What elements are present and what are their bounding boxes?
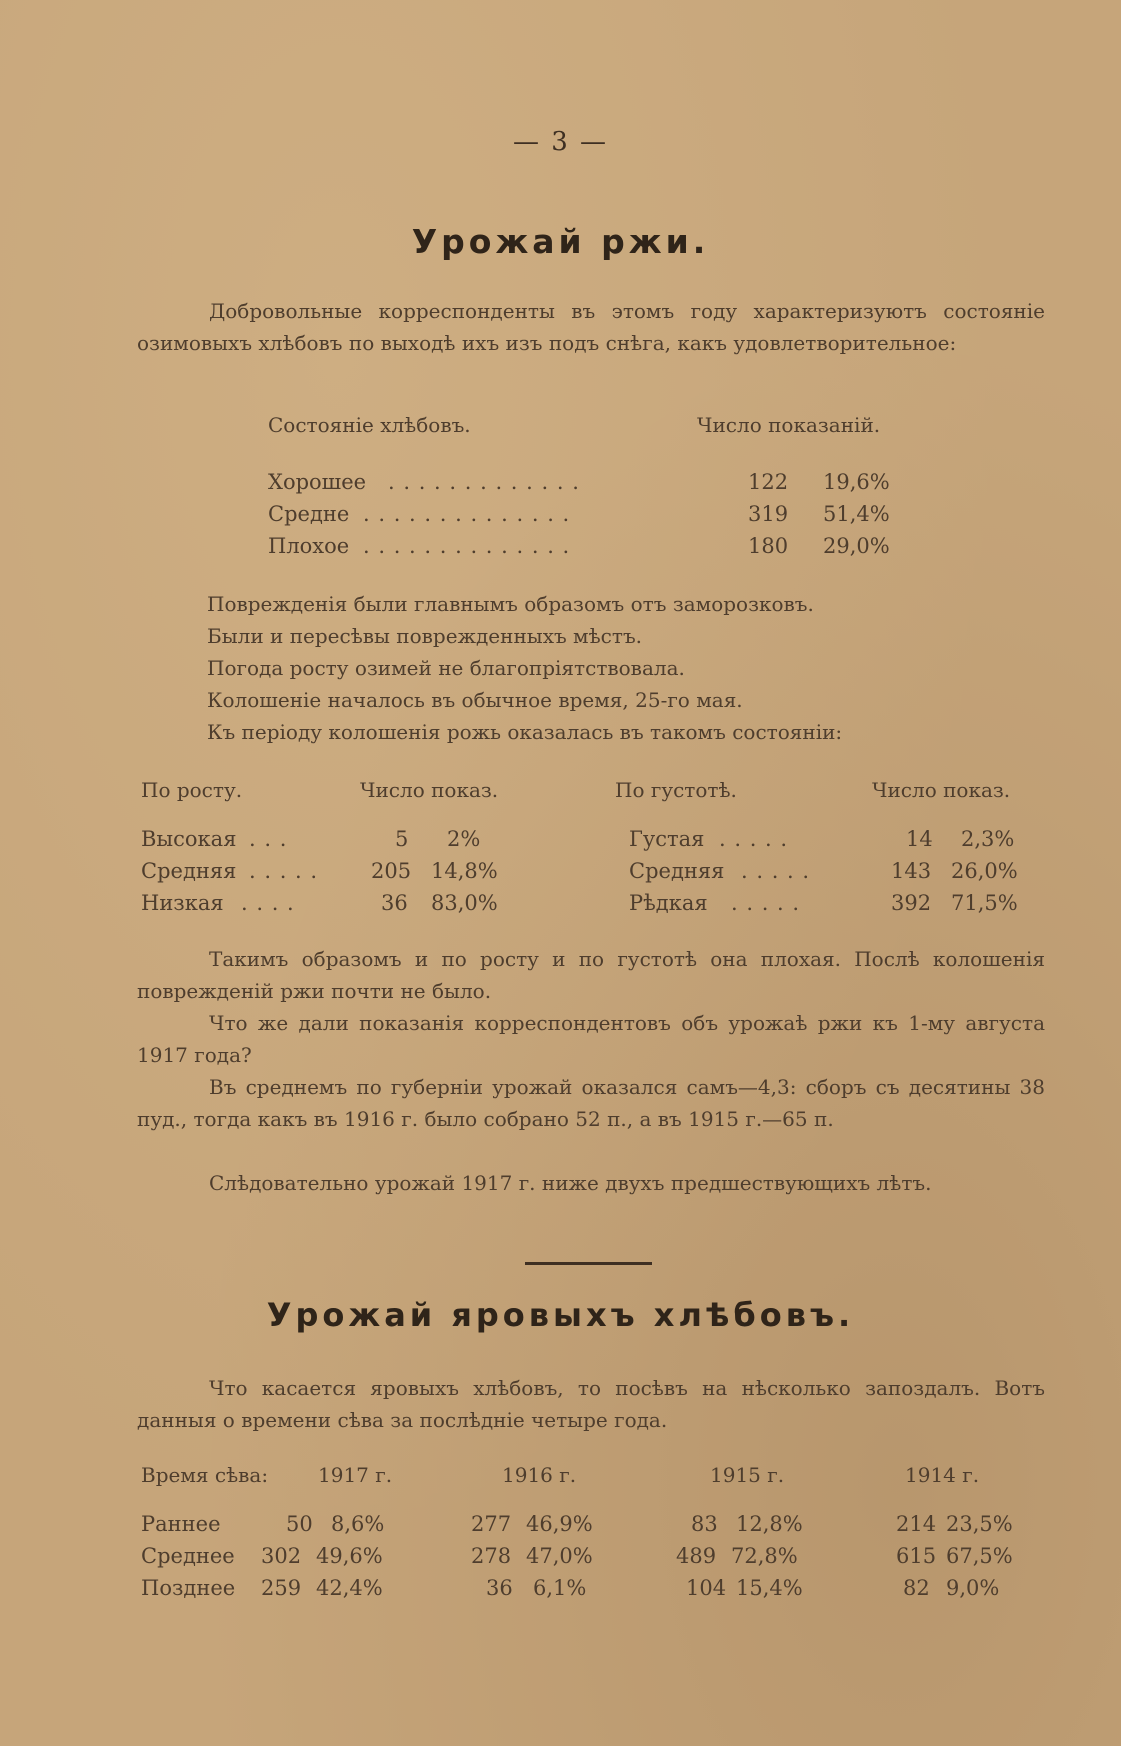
- sowing-count: 489: [676, 1544, 717, 1568]
- growth-density-pct: 2,3%: [961, 827, 1015, 851]
- sowing-pct: 15,4%: [736, 1576, 803, 1600]
- state-row-count: 122: [748, 470, 789, 494]
- leader-dots: . . . . . . . . . . . . . .: [363, 502, 571, 526]
- growth-density-pct: 71,5%: [951, 891, 1018, 915]
- paragraph: Такимъ образомъ и по росту и по густотѣ она плохая. Послѣ колошенія поврежденій ржи почти не было.: [137, 947, 1045, 1003]
- sowing-count: 214: [896, 1512, 937, 1536]
- sowing-count: 104: [686, 1576, 727, 1600]
- section-title-rye: Урожай ржи.: [411, 222, 710, 261]
- state-row-count: 319: [748, 502, 789, 526]
- leader-dots: . . . . . . . . . . . . . .: [363, 534, 571, 558]
- sowing-row-label: Среднее: [141, 1544, 235, 1568]
- state-row-count: 180: [748, 534, 789, 558]
- growth-height-count: 36: [381, 891, 408, 915]
- growth-density-count: 392: [891, 891, 932, 915]
- sowing-pct: 47,0%: [526, 1544, 593, 1568]
- growth-density-count: 14: [906, 827, 933, 851]
- text-line: Поврежденія были главнымъ образомъ отъ заморозковъ.: [207, 592, 814, 616]
- growth-density-pct: 26,0%: [951, 859, 1018, 883]
- growth-height-count: 205: [371, 859, 412, 883]
- sowing-header-year: 1915 г.: [710, 1463, 785, 1487]
- sowing-count: 36: [486, 1576, 513, 1600]
- intro-paragraph: Что касается яровыхъ хлѣбовъ, то посѣвъ на нѣсколько запоздалъ. Вотъ данныя о времени сѣва за послѣдніе четыре года.: [137, 1376, 1045, 1432]
- sowing-pct: 67,5%: [946, 1544, 1013, 1568]
- growth-header: По густотѣ.: [615, 778, 737, 802]
- sowing-count: 302: [261, 1544, 302, 1568]
- leader-dots: . . . . .: [741, 859, 811, 883]
- state-row-pct: 19,6%: [823, 470, 890, 494]
- growth-density-label: Средняя: [629, 859, 725, 883]
- sowing-count: 50: [286, 1512, 313, 1536]
- sowing-count: 259: [261, 1576, 302, 1600]
- sowing-pct: 9,0%: [946, 1576, 1000, 1600]
- growth-height-label: Низкая: [141, 891, 224, 915]
- state-table-header-left: Состояніе хлѣбовъ.: [268, 413, 471, 437]
- state-table-header-right: Число показаній.: [697, 413, 881, 437]
- leader-dots: . . . . .: [731, 891, 801, 915]
- growth-height-pct: 83,0%: [431, 891, 498, 915]
- growth-height-pct: 2%: [447, 827, 481, 851]
- sowing-row-label: Позднее: [141, 1576, 236, 1600]
- state-row-pct: 29,0%: [823, 534, 890, 558]
- leader-dots: . . . . .: [249, 859, 319, 883]
- sowing-count: 83: [691, 1512, 718, 1536]
- state-row-label: Средне: [268, 502, 350, 526]
- sowing-count: 277: [471, 1512, 512, 1536]
- growth-density-count: 143: [891, 859, 932, 883]
- text-line: Были и пересѣвы поврежденныхъ мѣстъ.: [207, 624, 643, 648]
- sowing-header-year: 1914 г.: [905, 1463, 980, 1487]
- text-line: Къ періоду колошенія рожь оказалась въ такомъ состояніи:: [207, 720, 843, 744]
- sowing-header-year: 1917 г.: [318, 1463, 393, 1487]
- section-divider: [525, 1262, 652, 1265]
- state-row-label: Хорошее: [268, 470, 367, 494]
- growth-density-label: Рѣдкая: [629, 891, 708, 915]
- sowing-pct: 42,4%: [316, 1576, 383, 1600]
- growth-height-pct: 14,8%: [431, 859, 498, 883]
- sowing-count: 82: [903, 1576, 930, 1600]
- sowing-pct: 23,5%: [946, 1512, 1013, 1536]
- paragraph: Слѣдовательно урожай 1917 г. ниже двухъ предшествующихъ лѣтъ.: [209, 1171, 932, 1195]
- growth-height-label: Средняя: [141, 859, 237, 883]
- growth-height-label: Высокая: [141, 827, 237, 851]
- leader-dots: . . . . .: [719, 827, 789, 851]
- paragraph: Въ среднемъ по губерніи урожай оказался самъ—4,3: сборъ съ десятины 38 пуд., тогда какъ въ 1916 г. было собрано 52 п., а въ 1915 г.—65 п.: [137, 1075, 1045, 1131]
- sowing-count: 615: [896, 1544, 937, 1568]
- sowing-pct: 46,9%: [526, 1512, 593, 1536]
- sowing-pct: 8,6%: [331, 1512, 385, 1536]
- growth-header: Число показ.: [360, 778, 499, 802]
- sowing-pct: 12,8%: [736, 1512, 803, 1536]
- leader-dots: . . . . . . . . . . . . .: [388, 470, 580, 494]
- sowing-count: 278: [471, 1544, 512, 1568]
- intro-paragraph: Добровольные корреспонденты въ этомъ году характеризуютъ состояніе озимовыхъ хлѣбовъ по выходѣ ихъ изъ подъ снѣга, какъ удовлетворительное:: [137, 299, 1045, 355]
- sowing-header-year: 1916 г.: [502, 1463, 577, 1487]
- growth-density-label: Густая: [629, 827, 705, 851]
- state-row-pct: 51,4%: [823, 502, 890, 526]
- growth-header: По росту.: [141, 778, 243, 802]
- sowing-header-label: Время сѣва:: [141, 1463, 269, 1487]
- sowing-pct: 49,6%: [316, 1544, 383, 1568]
- leader-dots: . . . .: [241, 891, 295, 915]
- state-row-label: Плохое: [268, 534, 350, 558]
- growth-header: Число показ.: [872, 778, 1011, 802]
- growth-height-count: 5: [395, 827, 409, 851]
- page-number: — 3 —: [512, 127, 609, 157]
- text-line: Колошеніе началось въ обычное время, 25-го мая.: [207, 688, 743, 712]
- section-title-spring: Урожай яровыхъ хлѣбовъ.: [266, 1296, 855, 1334]
- sowing-row-label: Раннее: [141, 1512, 221, 1536]
- sowing-pct: 72,8%: [731, 1544, 798, 1568]
- text-line: Погода росту озимей не благопріятствовала.: [207, 656, 685, 680]
- sowing-pct: 6,1%: [533, 1576, 587, 1600]
- leader-dots: . . .: [249, 827, 288, 851]
- paragraph: Что же дали показанія корреспондентовъ объ урожаѣ ржи къ 1-му августа 1917 года?: [137, 1011, 1045, 1067]
